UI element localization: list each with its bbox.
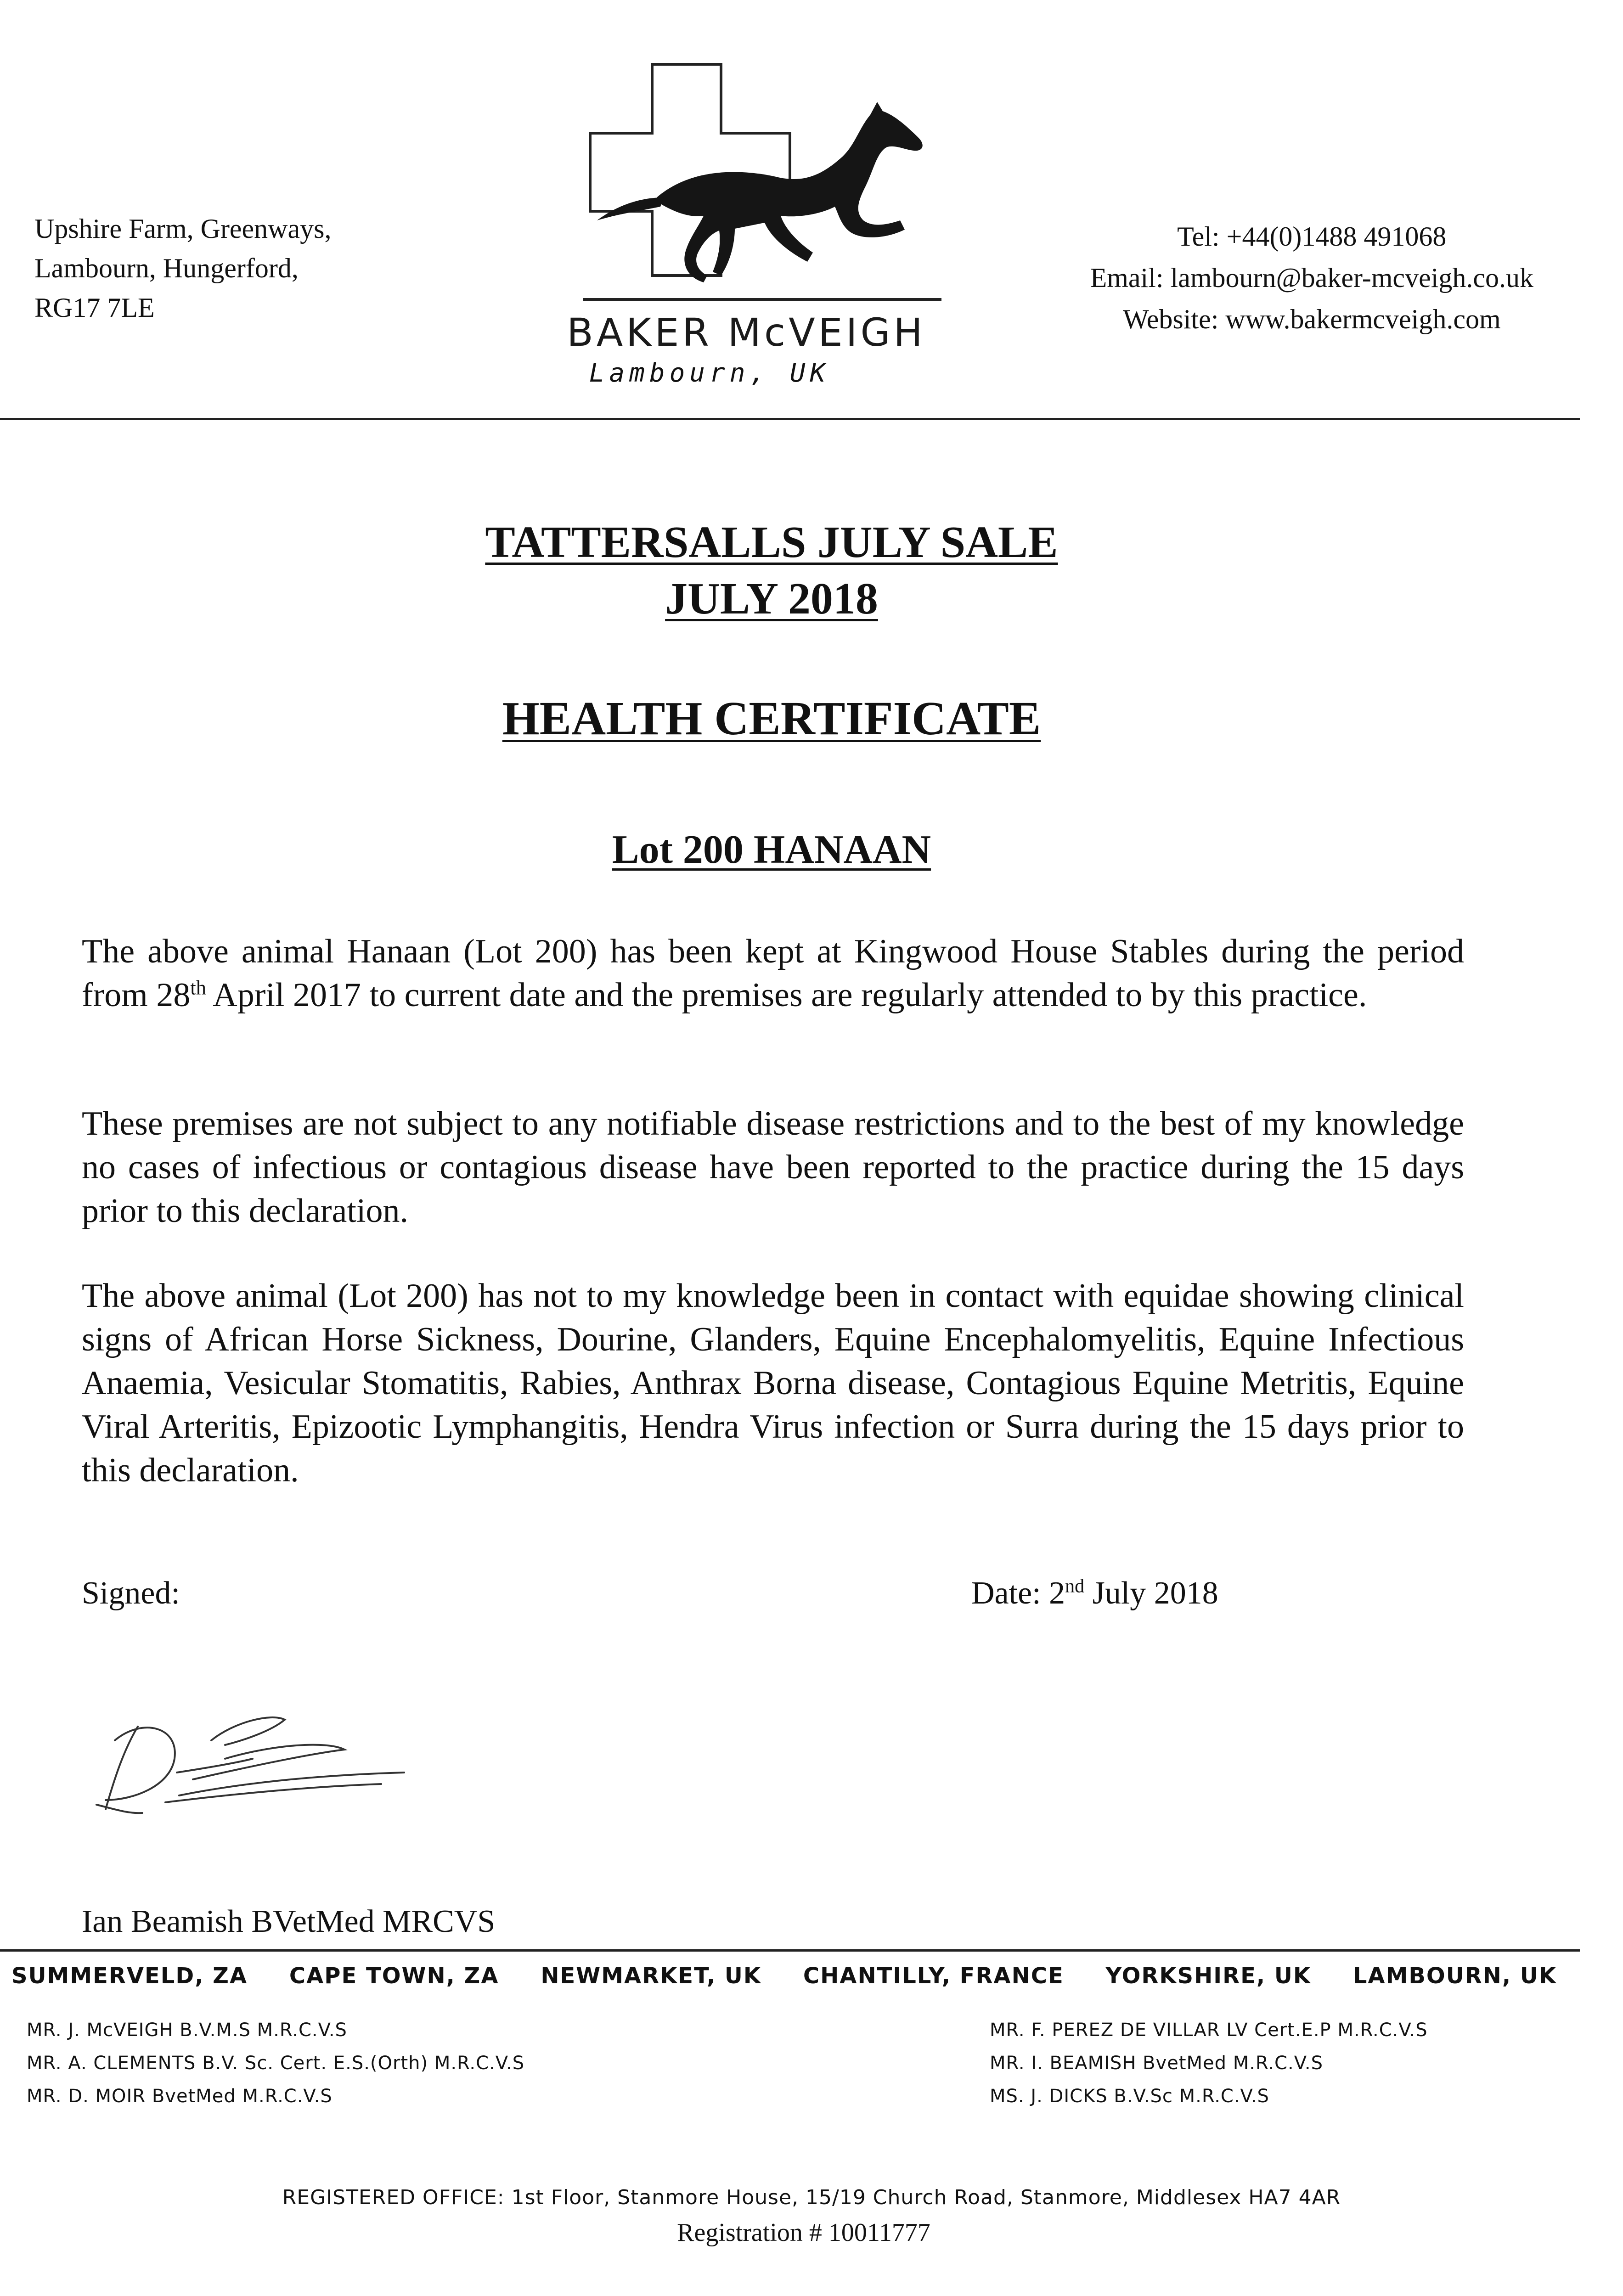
- lot-title: Lot 200 HANAAN: [612, 827, 931, 872]
- baker-mcveigh-logo: [583, 60, 951, 317]
- location: SUMMERVELD, ZA: [11, 1963, 248, 1989]
- location: CAPE TOWN, ZA: [289, 1963, 499, 1989]
- header-divider: [0, 418, 1580, 420]
- declaration-date: Date: 2nd July 2018: [971, 1576, 1218, 1611]
- partners-list-right: [990, 2014, 1428, 2113]
- horse-tail-icon: [597, 197, 664, 220]
- signed-label: Signed:: [82, 1576, 180, 1611]
- registration-number: Registration # 10011777: [677, 2218, 930, 2247]
- telephone: Tel: +44(0)1488 491068: [1177, 221, 1447, 252]
- registered-office: REGISTERED OFFICE: 1st Floor, Stanmore House, 15/19 Church Road, Stanmore, Middlesex HA7 4AR: [282, 2186, 1341, 2209]
- location: LAMBOURN, UK: [1352, 1963, 1557, 1989]
- paragraph-stabling: [82, 930, 1464, 1017]
- address-line: Lambourn, Hungerford,: [34, 253, 299, 283]
- brand-location: Lambourn, UK: [589, 358, 830, 388]
- partner: MS. J. DICKS B.V.Sc M.R.C.V.S: [990, 2086, 1269, 2107]
- address-line: RG17 7LE: [34, 293, 155, 323]
- paragraph-text: April 2017 to current date and the premises are regularly attended to by this practice.: [206, 976, 1367, 1014]
- ordinal-suffix: nd: [1065, 1576, 1085, 1597]
- sale-title: TATTERSALLS JULY SALE: [485, 518, 1058, 567]
- location: CHANTILLY, FRANCE: [803, 1963, 1064, 1989]
- footer-divider: [0, 1949, 1580, 1952]
- paragraph-premises: These premises are not subject to any notifiable disease restrictions and to the best of my knowledge no cases of infectious or contagious disease have been reported to the practice during the 15 days prior to this declaration.: [82, 1105, 1464, 1230]
- partner: MR. J. McVEIGH B.V.M.S M.R.C.V.S: [27, 2020, 347, 2041]
- location: NEWMARKET, UK: [541, 1963, 762, 1989]
- paragraph-text: The above animal Hanaan (Lot 200) has been kept at Kingwood House Stables during the period from 28: [82, 933, 1464, 1014]
- brand-name: BAKER McVEIGH: [567, 310, 926, 355]
- sale-date-title: JULY 2018: [665, 574, 878, 624]
- certificate-title: HEALTH CERTIFICATE: [502, 692, 1041, 745]
- practice-address: [34, 209, 332, 327]
- partners-list-left: [27, 2014, 524, 2113]
- website: Website: www.bakermcveigh.com: [1122, 304, 1501, 334]
- contact-details: [1090, 216, 1533, 340]
- office-locations: [11, 1963, 1557, 1989]
- partner: MR. F. PEREZ DE VILLAR LV Cert.E.P M.R.C.V.S: [990, 2020, 1428, 2041]
- handwritten-signature: [87, 1690, 436, 1837]
- horse-icon: [657, 102, 923, 282]
- partner: MR. D. MOIR BvetMed M.R.C.V.S: [27, 2086, 332, 2107]
- ordinal-suffix: th: [190, 976, 206, 999]
- email: Email: lambourn@baker-mcveigh.co.uk: [1090, 263, 1533, 293]
- partner: MR. I. BEAMISH BvetMed M.R.C.V.S: [990, 2053, 1324, 2074]
- signatory-name: Ian Beamish BVetMed MRCVS: [82, 1904, 496, 1939]
- partner: MR. A. CLEMENTS B.V. Sc. Cert. E.S.(Orth) M.R.C.V.S: [27, 2053, 525, 2074]
- location: YORKSHIRE, UK: [1105, 1963, 1312, 1989]
- address-line: Upshire Farm, Greenways,: [34, 214, 332, 244]
- paragraph-contact-declaration: The above animal (Lot 200) has not to my knowledge been in contact with equidae showing clinical signs of African Horse Sickness, Dourine, Glanders, Equine Encephalomyelitis, Equine Infectious Anaemia, Vesicular Stomatitis, Rabies, Anthrax Borna disease, Contagious Equine Metritis, Equine Viral Arteritis, Epizootic Lymphangitis, Hendra Virus infection or Surra during the 15 days prior to this declaration.: [82, 1277, 1464, 1489]
